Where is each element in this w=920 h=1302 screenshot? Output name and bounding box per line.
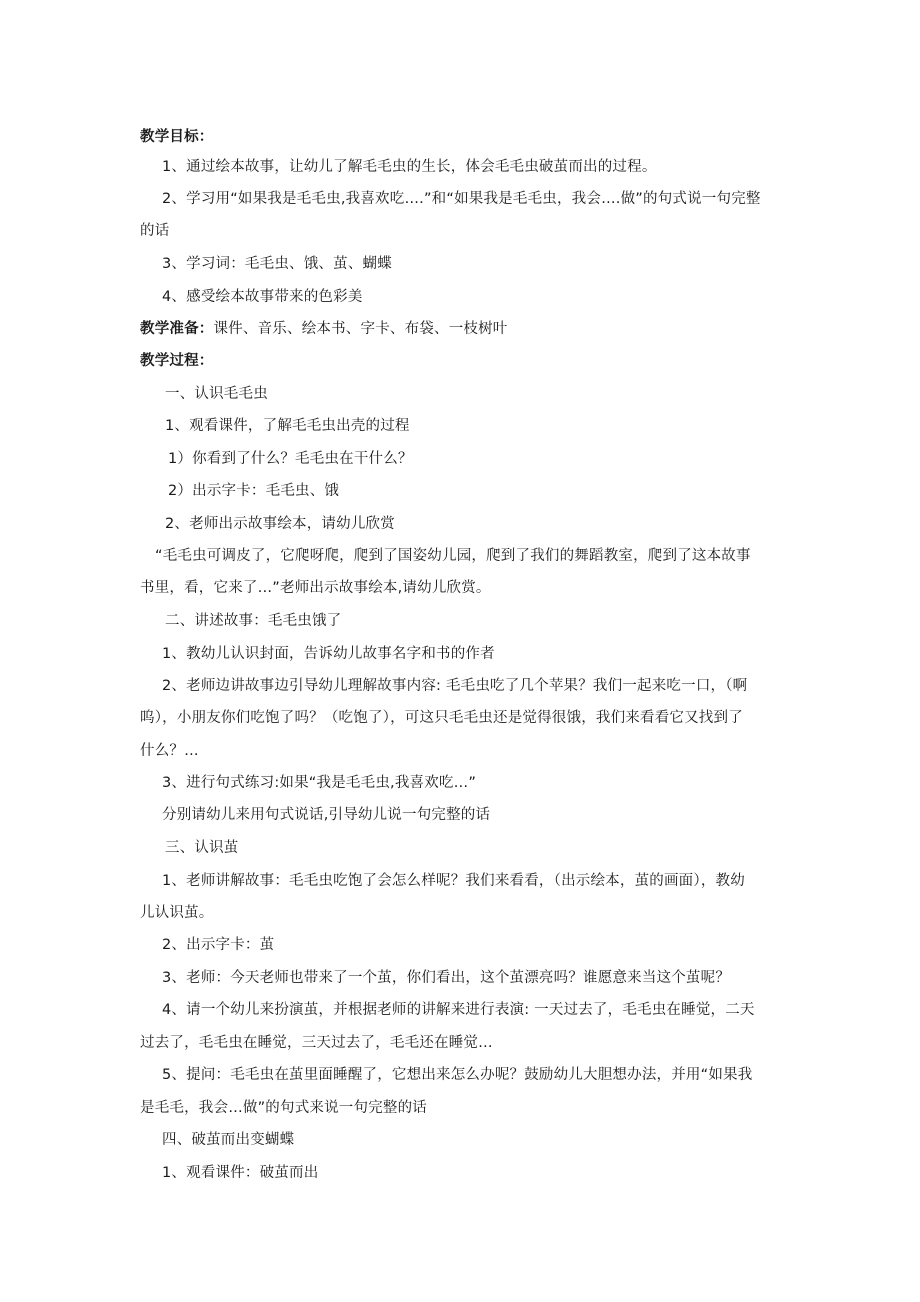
goal-item-2-cont: 的话 (140, 223, 170, 239)
section-4-title: 四、破茧而出变蝴蝶 (162, 1132, 295, 1148)
section-1-subitem-1: 1）你看到了什么？毛毛虫在干什么？ (168, 451, 413, 467)
section-3-item-5-cont: 是毛毛，我会…做”的句式来说一句完整的话 (140, 1100, 428, 1116)
section-3-item-3: 3、老师：今天老师也带来了一个茧，你们看出，这个茧漂亮吗？谁愿意来当这个茧呢？ (162, 970, 731, 986)
section-3-item-2: 2、出示字卡：茧 (162, 937, 275, 953)
heading-teaching-preparation: 教学准备： (140, 321, 214, 337)
section-1-subitem-2: 2）出示字卡：毛毛虫、饿 (168, 483, 340, 499)
section-2-item-2-cont-1: 呜），小朋友你们吃饱了吗？（吃饱了），可这只毛毛虫还是觉得很饿，我们来看看它又找到了 (140, 710, 743, 726)
preparation-items: 课件、音乐、绘本书、字卡、布袋、一枝树叶 (213, 321, 508, 337)
section-2-item-2-cont-2: 什么？… (140, 743, 199, 759)
section-2-title: 二、讲述故事：毛毛虫饿了 (165, 613, 342, 629)
story-quote-line-2: 书里，看，它来了…”老师出示故事绘本,请幼儿欣赏。 (140, 580, 491, 596)
section-1-title: 一、认识毛毛虫 (165, 386, 268, 402)
section-3-item-1: 1、老师讲解故事：毛毛虫吃饱了会怎么样呢？我们来看看，（出示绘本，茧的画面），教幼 (162, 873, 745, 889)
teaching-preparation (140, 319, 508, 339)
section-2-item-3: 3、进行句式练习:如果“我是毛毛虫,我喜欢吃…” (162, 775, 477, 791)
section-3-item-4-cont: 过去了，毛毛虫在睡觉，三天过去了，毛毛还在睡觉… (140, 1035, 493, 1051)
section-2-item-1: 1、教幼儿认识封面，告诉幼儿故事名字和书的作者 (162, 646, 495, 662)
section-2-item-2: 2、老师边讲故事边引导幼儿理解故事内容: 毛毛虫吃了几个苹果？我们一起来吃一口，（啊 (162, 678, 748, 694)
section-4-item-1: 1、观看课件：破茧而出 (162, 1165, 319, 1181)
goal-item-3: 3、学习词：毛毛虫、饿、茧、蝴蝶 (162, 256, 392, 272)
section-3-title: 三、认识茧 (165, 840, 239, 856)
section-1-item-2: 2、老师出示故事绘本，请幼儿欣赏 (165, 516, 395, 532)
section-3-item-1-cont: 儿认识茧。 (140, 905, 214, 921)
story-quote-line-1: “毛毛虫可调皮了，它爬呀爬，爬到了国姿幼儿园，爬到了我们的舞蹈教室，爬到了这本故事 (155, 548, 751, 564)
section-1-item-1: 1、观看课件，了解毛毛虫出壳的过程 (165, 418, 410, 434)
heading-teaching-goals: 教学目标： (140, 129, 214, 145)
heading-teaching-process: 教学过程： (140, 353, 214, 369)
goal-item-1: 1、通过绘本故事，让幼儿了解毛毛虫的生长，体会毛毛虫破茧而出的过程。 (162, 159, 657, 175)
goal-item-4: 4、感受绘本故事带来的色彩美 (162, 289, 363, 305)
section-3-item-5: 5、提问：毛毛虫在茧里面睡醒了，它想出来怎么办呢？鼓励幼儿大胆想办法，并用“如果我 (162, 1067, 753, 1083)
section-2-item-3-note: 分别请幼儿来用句式说话,引导幼儿说一句完整的话 (162, 807, 491, 823)
goal-item-2: 2、学习用“如果我是毛毛虫,我喜欢吃….”和“如果我是毛毛虫，我会….做”的句式说一句完整 (162, 191, 761, 207)
section-3-item-4: 4、请一个幼儿来扮演茧，并根据老师的讲解来进行表演: 一天过去了，毛毛虫在睡觉，二天 (162, 1002, 755, 1018)
